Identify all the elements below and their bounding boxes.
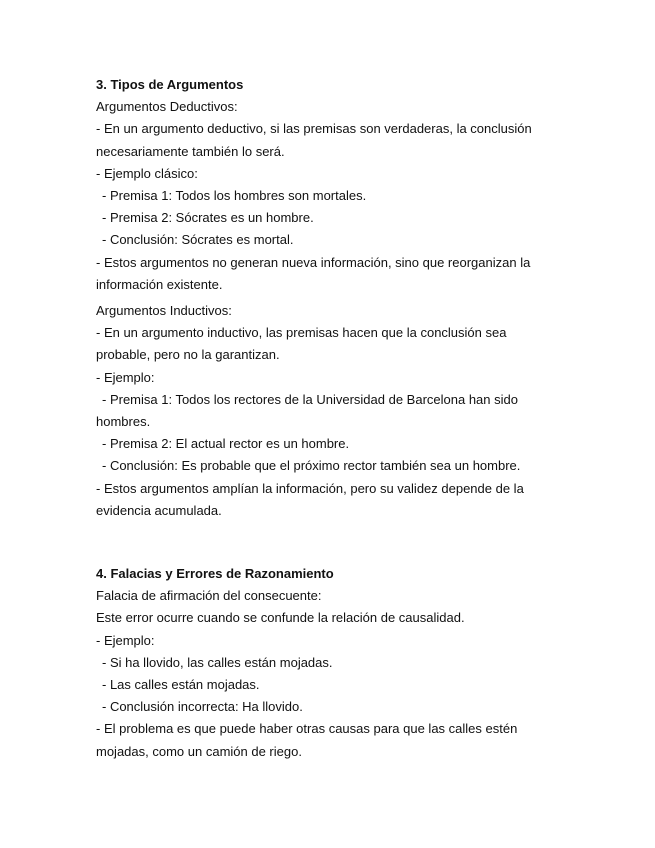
deductive-definition-line-2: necesariamente también lo será.	[96, 143, 285, 159]
deductive-note-line-1: - Estos argumentos no generan nueva información, sino que reorganizan la	[96, 254, 531, 270]
deductive-note-line-2: información existente.	[96, 276, 223, 292]
inductive-premise-1-line-1: - Premisa 1: Todos los rectores de la Universidad de Barcelona han sido	[102, 391, 518, 407]
fallacy-description: Este error ocurre cuando se confunde la relación de causalidad.	[96, 610, 465, 626]
inductive-premise-1-line-2: hombres.	[96, 414, 151, 430]
inductive-note-line-2: evidencia acumulada.	[96, 502, 222, 518]
deductive-heading: Argumentos Deductivos:	[96, 99, 238, 115]
section-spacer	[96, 522, 566, 563]
document-page	[96, 74, 566, 763]
deductive-premise-2: - Premisa 2: Sócrates es un hombre.	[102, 210, 314, 226]
deductive-premise-1: - Premisa 1: Todos los hombres son mortales.	[102, 188, 367, 204]
fallacy-example-item-3: - Conclusión incorrecta: Ha llovido.	[102, 699, 303, 715]
fallacy-note-line-2: mojadas, como un camión de riego.	[96, 743, 302, 759]
fallacy-note-line-1: - El problema es que puede haber otras causas para que las calles estén	[96, 721, 518, 737]
fallacy-example-item-2: - Las calles están mojadas.	[102, 677, 260, 693]
inductive-example-label: - Ejemplo:	[96, 369, 155, 385]
inductive-premise-2: - Premisa 2: El actual rector es un hombre.	[102, 436, 350, 452]
inductive-definition-line-1: - En un argumento inductivo, las premisas hacen que la conclusión sea	[96, 325, 507, 341]
inductive-note-line-1: - Estos argumentos amplían la información, pero su validez depende de la	[96, 480, 524, 496]
deductive-example-label: - Ejemplo clásico:	[96, 165, 198, 181]
section-3-title: 3. Tipos de Argumentos	[96, 77, 244, 92]
inductive-conclusion: - Conclusión: Es probable que el próximo rector también sea un hombre.	[102, 458, 521, 474]
fallacy-example-label: - Ejemplo:	[96, 632, 155, 648]
fallacy-example-item-1: - Si ha llovido, las calles están mojadas.	[102, 654, 333, 670]
deductive-definition-line-1: - En un argumento deductivo, si las premisas son verdaderas, la conclusión	[96, 121, 532, 137]
section-4-title: 4. Falacias y Errores de Razonamiento	[96, 566, 334, 582]
fallacy-heading: Falacia de afirmación del consecuente:	[96, 588, 322, 604]
deductive-conclusion: - Conclusión: Sócrates es mortal.	[102, 232, 294, 248]
inductive-heading: Argumentos Inductivos:	[96, 303, 232, 319]
inductive-definition-line-2: probable, pero no la garantizan.	[96, 347, 280, 363]
